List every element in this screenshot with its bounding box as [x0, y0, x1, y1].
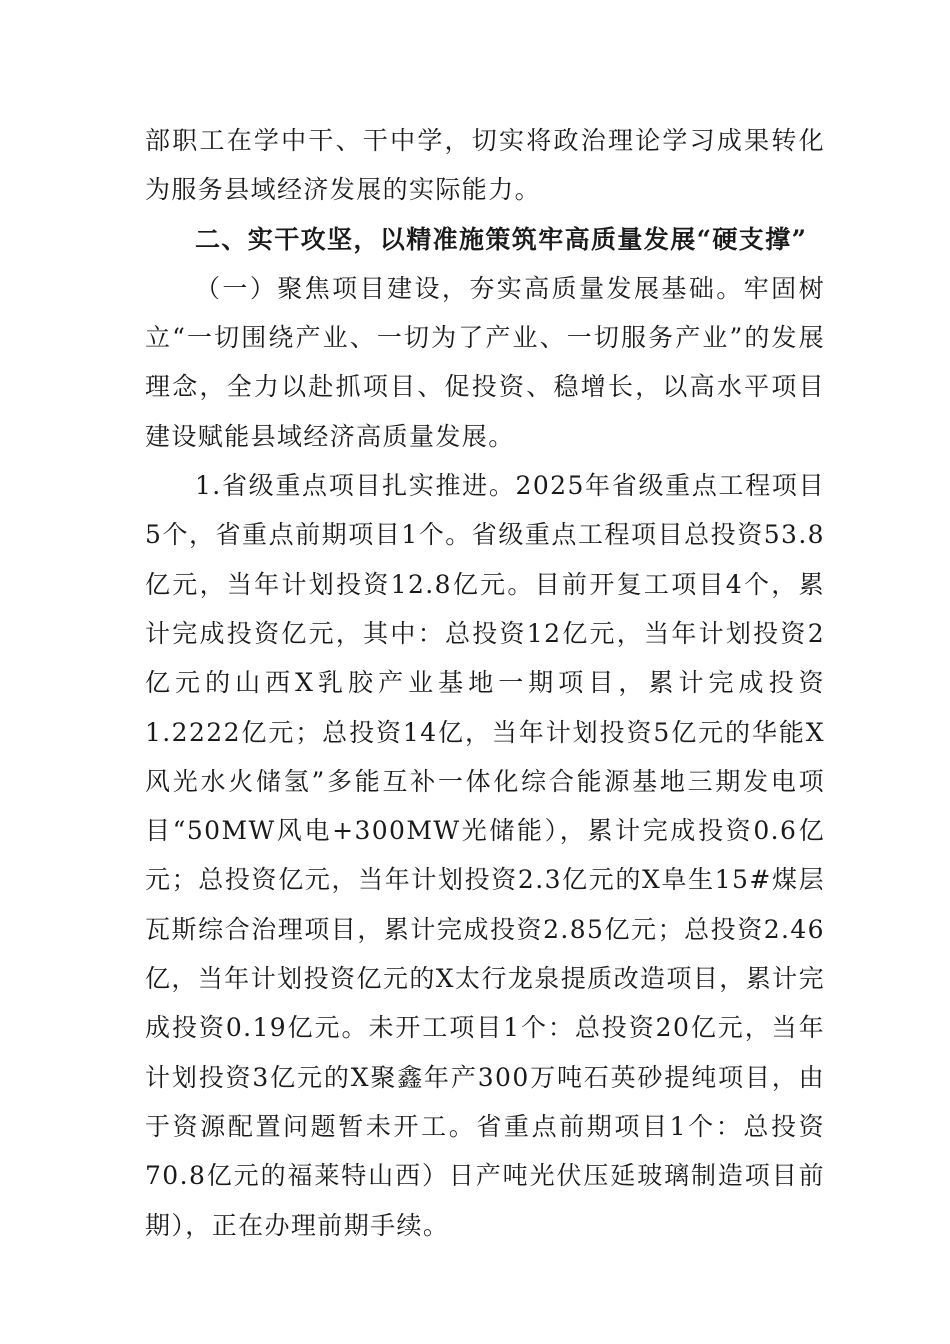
document-body: [145, 116, 825, 1250]
continuation-paragraph: 部职工在学中干、干中学，切实将政治理论学习成果转化为服务县域经济发展的实际能力。: [145, 126, 825, 205]
subsection-paragraph: （一）聚焦项目建设，夯实高质量发展基础。牢固树立“一切围绕产业、一切为了产业、一切服务产业”的发展理念，全力以赴抓项目、促投资、稳增长，以高水平项目建设赋能县域经济高质量发展。: [145, 273, 825, 451]
section-heading: 二、实干攻坚，以精准施策筑牢高质量发展“硬支撑”: [195, 224, 808, 254]
project-progress-paragraph: 1.省级重点项目扎实推进。2025年省级重点工程项目5个，省重点前期项目1个。省级重点工程项目总投资53.8亿元，当年计划投资12.8亿元。目前开复工项目4个，累计完成投资亿元，其中：总投资12亿元，当年计划投资2亿元的山西X乳胶产业基地一期项目，累计完成投资1.2222亿元；总投资14亿，当年计划投资5亿元的华能X风光水火储氢”多能互补一体化综合能源基地三期发电项目“50MW风电+300MW光储能），累计完成投资0.6亿元；总投资亿元，当年计划投资2.3亿元的X阜生15#煤层瓦斯综合治理项目，累计完成投资2.85亿元；总投资2.46亿，当年计划投资亿元的X太行龙泉提质改造项目，累计完成投资0.19亿元。未开工项目1个：总投资20亿元，当年计划投资3亿元的X聚鑫年产300万吨石英砂提纯项目，由于资源配置问题暂未开工。省重点前期项目1个：总投资70.8亿元的福莱特山西）日产吨光伏压延玻璃制造项目前期），正在办理前期手续。: [145, 471, 825, 1240]
